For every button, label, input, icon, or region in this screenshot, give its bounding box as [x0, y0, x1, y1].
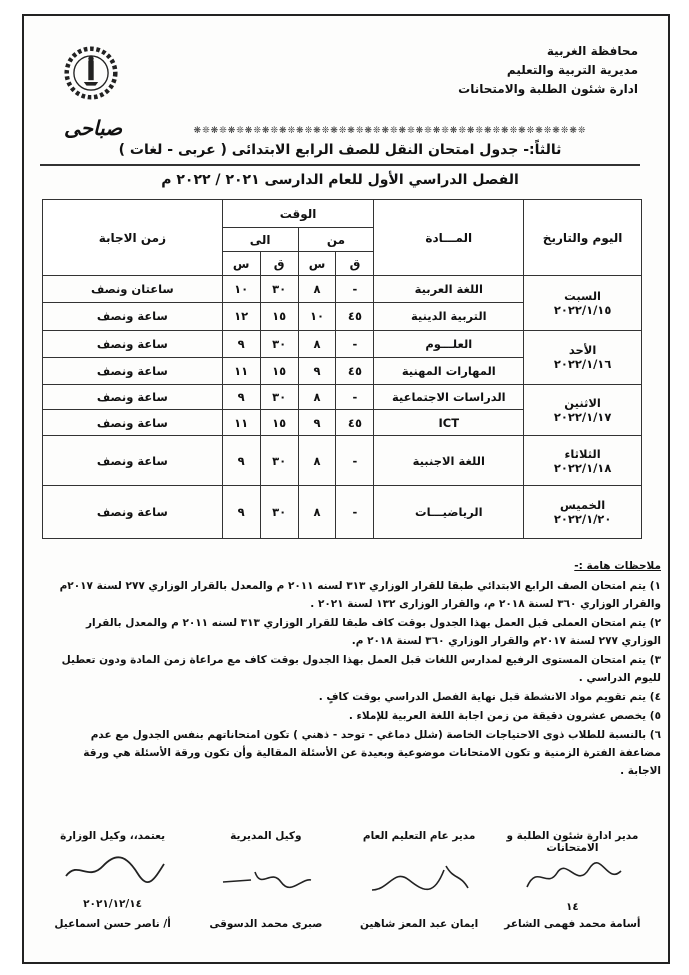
ornamental-divider: ❋❊❋❊❋❊❋❊❋❊❋❊❋❊❋❊❋❊❋❊❋❊❋❊❋❊❋❊❋❊❋❊❋❊❋❊❋❊❋❊❋❊❋❊❋❊ — [193, 126, 587, 136]
day-name: الخميس — [559, 498, 606, 513]
signature-general-director — [347, 830, 492, 930]
day-cell — [524, 486, 642, 539]
duration-cell: ساعة ونصف — [43, 303, 223, 330]
header-from-min: ق — [336, 252, 374, 276]
from-hour: ٩ — [298, 410, 336, 435]
signature-title: مدير عام التعليم العام — [362, 830, 476, 842]
subject-cell: اللغة الاجنبية — [374, 435, 524, 486]
day-date: ٢٠٢٢/١/١٥ — [553, 302, 612, 317]
from-minute: - — [336, 276, 374, 303]
signature-note: ١٤ — [565, 901, 579, 914]
to-minute: ٣٠ — [260, 330, 298, 357]
note-item: ٦) بالنسبة للطلاب ذوى الاحتياجات الخاصة (شلل دماغي - توحد - ذهني ) تكون امتحاناتهم بنفس الجدول مع عدم مضاعفة الفترة الزمنية و تكون الامتحانات موضوعية وبعيدة عن الأسئلة المقالية وأن تكون ورقة الأسئلة هي ورقة الاجابة . — [83, 729, 661, 777]
note-item: ٣) يتم امتحان المستوى الرفيع لمدارس اللغات قبل العمل بهذا الجدول بوقت كاف مع مراعاة زمن المادة ودون تعطيل لليوم الدراسي . — [61, 654, 661, 684]
duration-cell: ساعة ونصف — [43, 330, 223, 357]
header-to: الى — [222, 228, 298, 252]
to-minute: ١٥ — [260, 410, 298, 435]
handwritten-signature-icon — [364, 860, 474, 900]
header-from-hour: س — [298, 252, 336, 276]
to-hour: ٩ — [222, 486, 260, 539]
day-cell — [524, 385, 642, 436]
note-item: ٢) يتم امتحان العملى قبل العمل بهذا الجدول بوقت كاف طبقا للقرار الوزاري ٣١٣ لسنه ٢٠١١ م والمعدل بالقرار الوزاري ٢٧٧ لسنة ٢٠١٧م والقرار الوزاري ٣٦٠ لسنة ٢٠١٨ م. — [86, 617, 661, 647]
day-date: ٢٠٢٢/١/٢٠ — [553, 512, 612, 527]
notes-title: ملاحظات هامة :- — [574, 560, 661, 572]
subject-cell: الرياضيـــات — [374, 486, 524, 539]
directorate-label: مديرية التربية والتعليم — [506, 63, 638, 77]
note-item: ٤) يتم تقويم مواد الانشطة قبل نهاية الفصل الدراسي بوقت كافٍ . — [318, 691, 661, 703]
schedule-subtitle: الفصل الدراسي الأول للعام الدارسى ٢٠٢١ / ٢٠٢٢ م — [161, 172, 519, 188]
handwritten-signature-icon — [211, 860, 321, 900]
governorate-label: محافظة الغربية — [546, 44, 638, 58]
from-hour: ٨ — [298, 330, 336, 357]
signature-students-affairs — [500, 830, 645, 930]
duration-cell: ساعة ونصف — [43, 435, 223, 486]
signature-name: ايمان عبد المعز شاهين — [359, 918, 479, 930]
from-hour: ٩ — [298, 357, 336, 384]
header-subject: المـــادة — [374, 200, 524, 276]
to-hour: ١١ — [222, 357, 260, 384]
day-date: ٢٠٢٢/١/١٧ — [553, 409, 612, 424]
day-cell — [524, 435, 642, 486]
letterhead — [458, 42, 638, 99]
subject-cell: اللغة العربية — [374, 276, 524, 303]
handwritten-signature-icon — [517, 859, 627, 897]
ministry-logo-icon — [64, 46, 118, 100]
title-underline — [40, 164, 640, 166]
from-hour: ٨ — [298, 435, 336, 486]
signature-name: أسامة محمد فهمى الشاعر — [504, 917, 641, 930]
day-cell — [524, 330, 642, 385]
to-minute: ٣٠ — [260, 486, 298, 539]
subject-cell: الدراسات الاجتماعية — [374, 385, 524, 410]
to-hour: ١٢ — [222, 303, 260, 330]
day-cell — [524, 276, 642, 331]
note-item: ١) يتم امتحان الصف الرابع الابتدائي طبقا للقرار الوزاري ٣١٣ لسنه ٢٠١١ م والمعدل بالقرار الوزاري ٢٧٧ لسنة ٢٠١٧م والقرار الوزاري ٣٦٠ لسنة ٢٠١٨ م، والقرار الوزارى ١٣٢ لسنة ٢٠٢١ . — [59, 580, 661, 610]
day-name: الثلاثاء — [564, 446, 601, 461]
department-label: ادارة شئون الطلبة والامتحانات — [458, 82, 638, 96]
from-minute: ٤٥ — [336, 303, 374, 330]
to-hour: ٩ — [222, 385, 260, 410]
morning-shift-label: صباحى — [64, 116, 123, 140]
to-hour: ١٠ — [222, 276, 260, 303]
from-hour: ٨ — [298, 276, 336, 303]
schedule-title: ثالثاً:- جدول امتحان النقل للصف الرابع الابتدائى ( عربى - لغات ) — [118, 142, 562, 158]
signature-note: ٢٠٢١/١٢/١٤ — [83, 898, 143, 910]
day-name: السبت — [564, 288, 601, 303]
duration-cell: ساعتان ونصف — [43, 276, 223, 303]
header-to-hour: س — [222, 252, 260, 276]
from-minute: ٤٥ — [336, 410, 374, 435]
signature-title: يعتمد،، وكيل الوزارة — [60, 830, 166, 842]
from-hour: ١٠ — [298, 303, 336, 330]
signature-title: مدير ادارة شئون الطلبة و الامتحانات — [506, 830, 639, 854]
from-minute: - — [336, 330, 374, 357]
note-item: ٥) يخصص عشرون دقيقة من زمن اجابة اللغة العربية للإملاء . — [348, 710, 661, 722]
header-to-min: ق — [260, 252, 298, 276]
from-minute: - — [336, 435, 374, 486]
signatures-block — [40, 830, 645, 930]
signature-title: وكيل المديرية — [230, 830, 302, 842]
day-date: ٢٠٢٢/١/١٨ — [553, 460, 612, 475]
duration-cell: ساعة ونصف — [43, 357, 223, 384]
duration-cell: ساعة ونصف — [43, 385, 223, 410]
header-from: من — [298, 228, 374, 252]
day-name: الاثنين — [564, 395, 601, 410]
signature-undersecretary — [40, 830, 185, 930]
to-hour: ١١ — [222, 410, 260, 435]
from-minute: - — [336, 486, 374, 539]
subject-cell: التربية الدينية — [374, 303, 524, 330]
from-minute: ٤٥ — [336, 357, 374, 384]
from-hour: ٨ — [298, 385, 336, 410]
to-minute: ٣٠ — [260, 276, 298, 303]
to-hour: ٩ — [222, 330, 260, 357]
day-date: ٢٠٢٢/١/١٦ — [553, 357, 612, 372]
handwritten-signature-icon — [58, 850, 168, 890]
header-time: الوقت — [222, 200, 374, 228]
to-minute: ١٥ — [260, 357, 298, 384]
to-minute: ٣٠ — [260, 435, 298, 486]
day-name: الأحد — [568, 343, 597, 358]
to-minute: ١٥ — [260, 303, 298, 330]
subject-cell: المهارات المهنية — [374, 357, 524, 384]
signature-name: صبرى محمد الدسوقى — [209, 918, 323, 930]
subject-cell: ICT — [374, 410, 524, 435]
notes-section — [51, 557, 661, 781]
header-duration: زمن الاجابة — [43, 200, 223, 276]
header-day-date: اليوم والتاريخ — [524, 200, 642, 276]
duration-cell: ساعة ونصف — [43, 410, 223, 435]
subject-cell: العلـــوم — [374, 330, 524, 357]
exam-schedule-table — [42, 199, 642, 539]
signature-name: أ/ ناصر حسن اسماعيل — [54, 918, 171, 930]
signature-deputy-directorate — [193, 830, 338, 930]
to-hour: ٩ — [222, 435, 260, 486]
to-minute: ٣٠ — [260, 385, 298, 410]
from-hour: ٨ — [298, 486, 336, 539]
from-minute: - — [336, 385, 374, 410]
duration-cell: ساعة ونصف — [43, 486, 223, 539]
